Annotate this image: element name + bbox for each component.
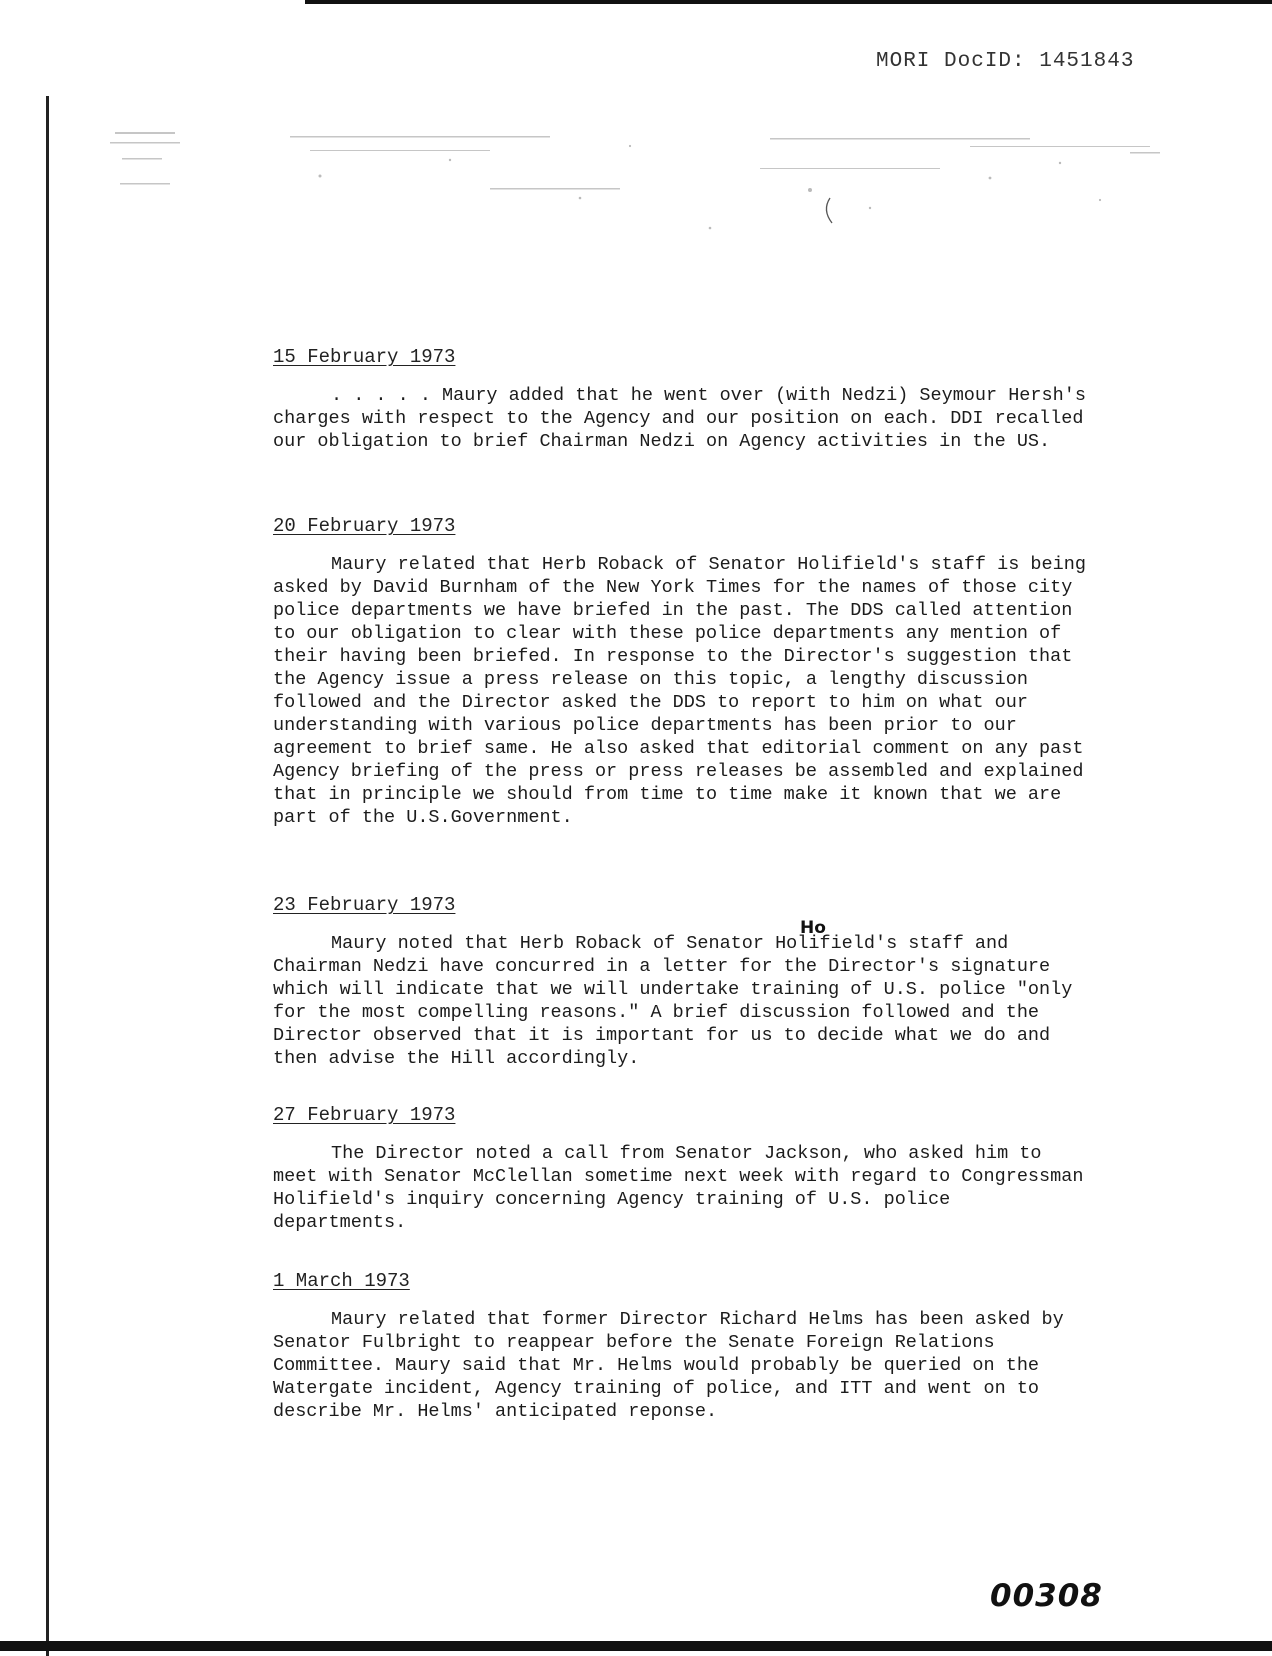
handwritten-insert: Ho	[800, 918, 826, 938]
entry-20-february	[273, 515, 1093, 829]
entry-text: . . . . . Maury added that he went over (with Nedzi) Seymour Hersh's charges with respect to the Agency and our position on each. DDI recalled our obligation to brief Chairman Nedzi on Agency activities in the US.	[273, 385, 1086, 452]
entry-date: 27 February 1973	[273, 1104, 456, 1126]
entry-date: 20 February 1973	[273, 515, 456, 537]
entry-text: Maury noted that Herb Roback of Senator Holifield's staff and Chairman Nedzi have concurred in a letter for the Director's signature which will indicate that we will undertake training of U.S. police "only for the most compelling reasons." A brief discussion followed and the Director observed that it is important for us to decide what we do and then advise the Hill accordingly.	[273, 933, 1073, 1069]
entry-23-february	[273, 894, 1093, 1070]
scan-left-edge	[46, 96, 49, 1656]
redaction-smudge	[110, 128, 1210, 248]
entry-date: 1 March 1973	[273, 1270, 410, 1292]
entry-27-february	[273, 1104, 1093, 1234]
entry-1-march	[273, 1270, 1093, 1423]
scan-bottom-edge	[0, 1641, 1272, 1651]
entry-date: 15 February 1973	[273, 346, 456, 368]
entry-text: The Director noted a call from Senator Jackson, who asked him to meet with Senator McClellan sometime next week with regard to Congressman Holifield's inquiry concerning Agency training of U.S. police departments.	[273, 1143, 1084, 1233]
entry-date: 23 February 1973	[273, 894, 456, 916]
page-number: 00308	[990, 1578, 1103, 1614]
document-id: MORI DocID: 1451843	[876, 50, 1135, 73]
entry-text: Maury related that former Director Richard Helms has been asked by Senator Fulbright to reappear before the Senate Foreign Relations Committee. Maury said that Mr. Helms would probably be queried on the Watergate incident, Agency training of police, and ITT and went on to describe Mr. Helms' anticipated reponse.	[273, 1309, 1064, 1422]
entry-15-february	[273, 346, 1093, 453]
entry-text: Maury related that Herb Roback of Senator Holifield's staff is being asked by David Burnham of the New York Times for the names of those city police departments we have briefed in the past. The DDS called attention to our obligation to clear with these police departments any mention of their having been briefed. In response to the Director's suggestion that the Agency issue a press release on this topic, a lengthy discussion followed and the Director asked the DDS to report to him on what our understanding with various police departments has been prior to our agreement to brief same. He also asked that editorial comment on any past Agency briefing of the press or press releases be assembled and explained that in principle we should from time to time make it known that we are part of the U.S.Government.	[273, 554, 1086, 828]
scan-top-edge	[305, 0, 1272, 4]
